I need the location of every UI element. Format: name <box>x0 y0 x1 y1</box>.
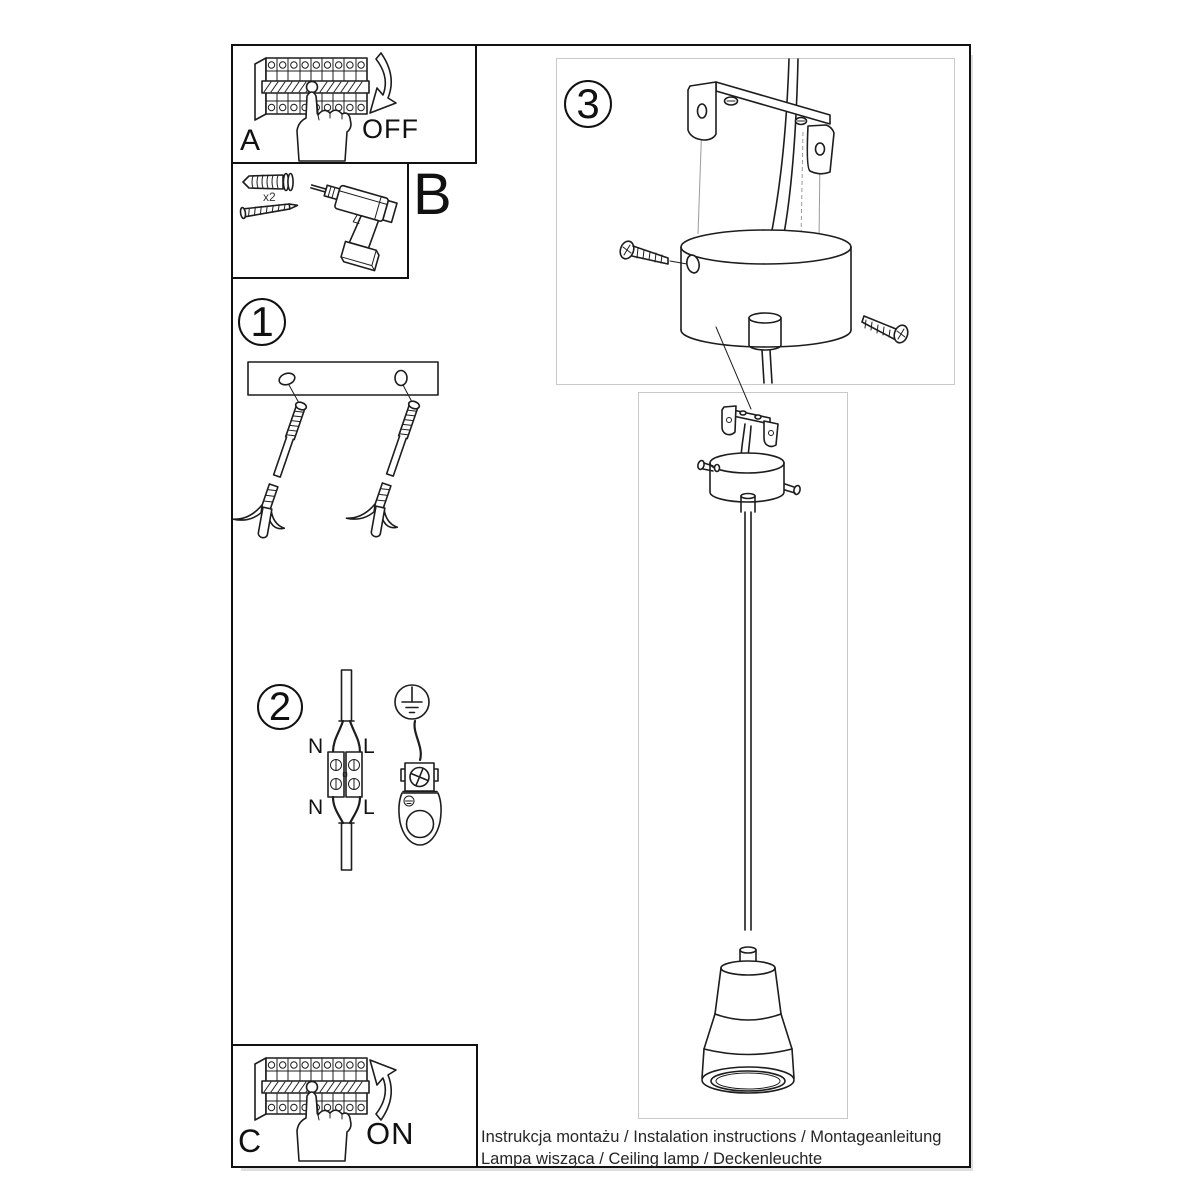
step2-number: 2 <box>257 684 303 730</box>
drill-icon <box>294 177 398 271</box>
canopy-small-top <box>710 453 784 473</box>
footer-title-line1: Instrukcja montażu / Instalation instructions / Montageanleitung <box>481 1128 942 1146</box>
panel-a-label: A <box>240 124 261 157</box>
wire-l-bottom-label: L <box>363 796 375 819</box>
pendant-cord <box>745 512 751 930</box>
pendant-shade <box>702 947 794 1093</box>
leader-line <box>716 327 751 409</box>
small-screw-right <box>785 484 801 495</box>
anchor-quantity-label: x2 <box>263 190 276 204</box>
terminal-block-left <box>328 752 344 797</box>
canopy-screw-left <box>618 239 687 264</box>
bar-hole-right <box>395 371 407 386</box>
ground-clamp-icon <box>399 763 441 845</box>
panel-b-label: B <box>413 162 452 227</box>
terminal-block-right <box>346 752 362 797</box>
footer-title-line2: Lampa wisząca / Ceiling lamp / Deckenleuchte <box>481 1150 823 1168</box>
canopy-body <box>681 330 851 347</box>
panel-c-label: C <box>238 1123 262 1159</box>
screw-anchor-left <box>231 394 325 544</box>
step1-number: 1 <box>238 298 286 346</box>
step3-number: 3 <box>564 80 612 128</box>
step1-illustration <box>231 362 438 543</box>
wall-plug-icon <box>243 174 293 191</box>
canopy-screw-right <box>862 316 910 345</box>
tools-illustration <box>240 174 398 272</box>
power-off-label: OFF <box>362 114 419 144</box>
wire-n-bottom-label: N <box>308 796 324 819</box>
power-on-label: ON <box>366 1116 415 1151</box>
wire-l-top-label: L <box>363 735 375 758</box>
screw-anchor-right <box>344 393 438 543</box>
earth-symbol-icon <box>395 685 429 719</box>
assembly-illustration <box>697 406 801 1093</box>
step3-illustration <box>618 59 910 409</box>
wire-n-top-label: N <box>308 735 324 758</box>
step2-illustration <box>328 670 441 870</box>
arrow-up-icon <box>370 1060 396 1120</box>
breaker-off-illustration <box>255 53 396 161</box>
canopy-top <box>681 230 851 264</box>
arrow-down-icon <box>370 53 396 113</box>
